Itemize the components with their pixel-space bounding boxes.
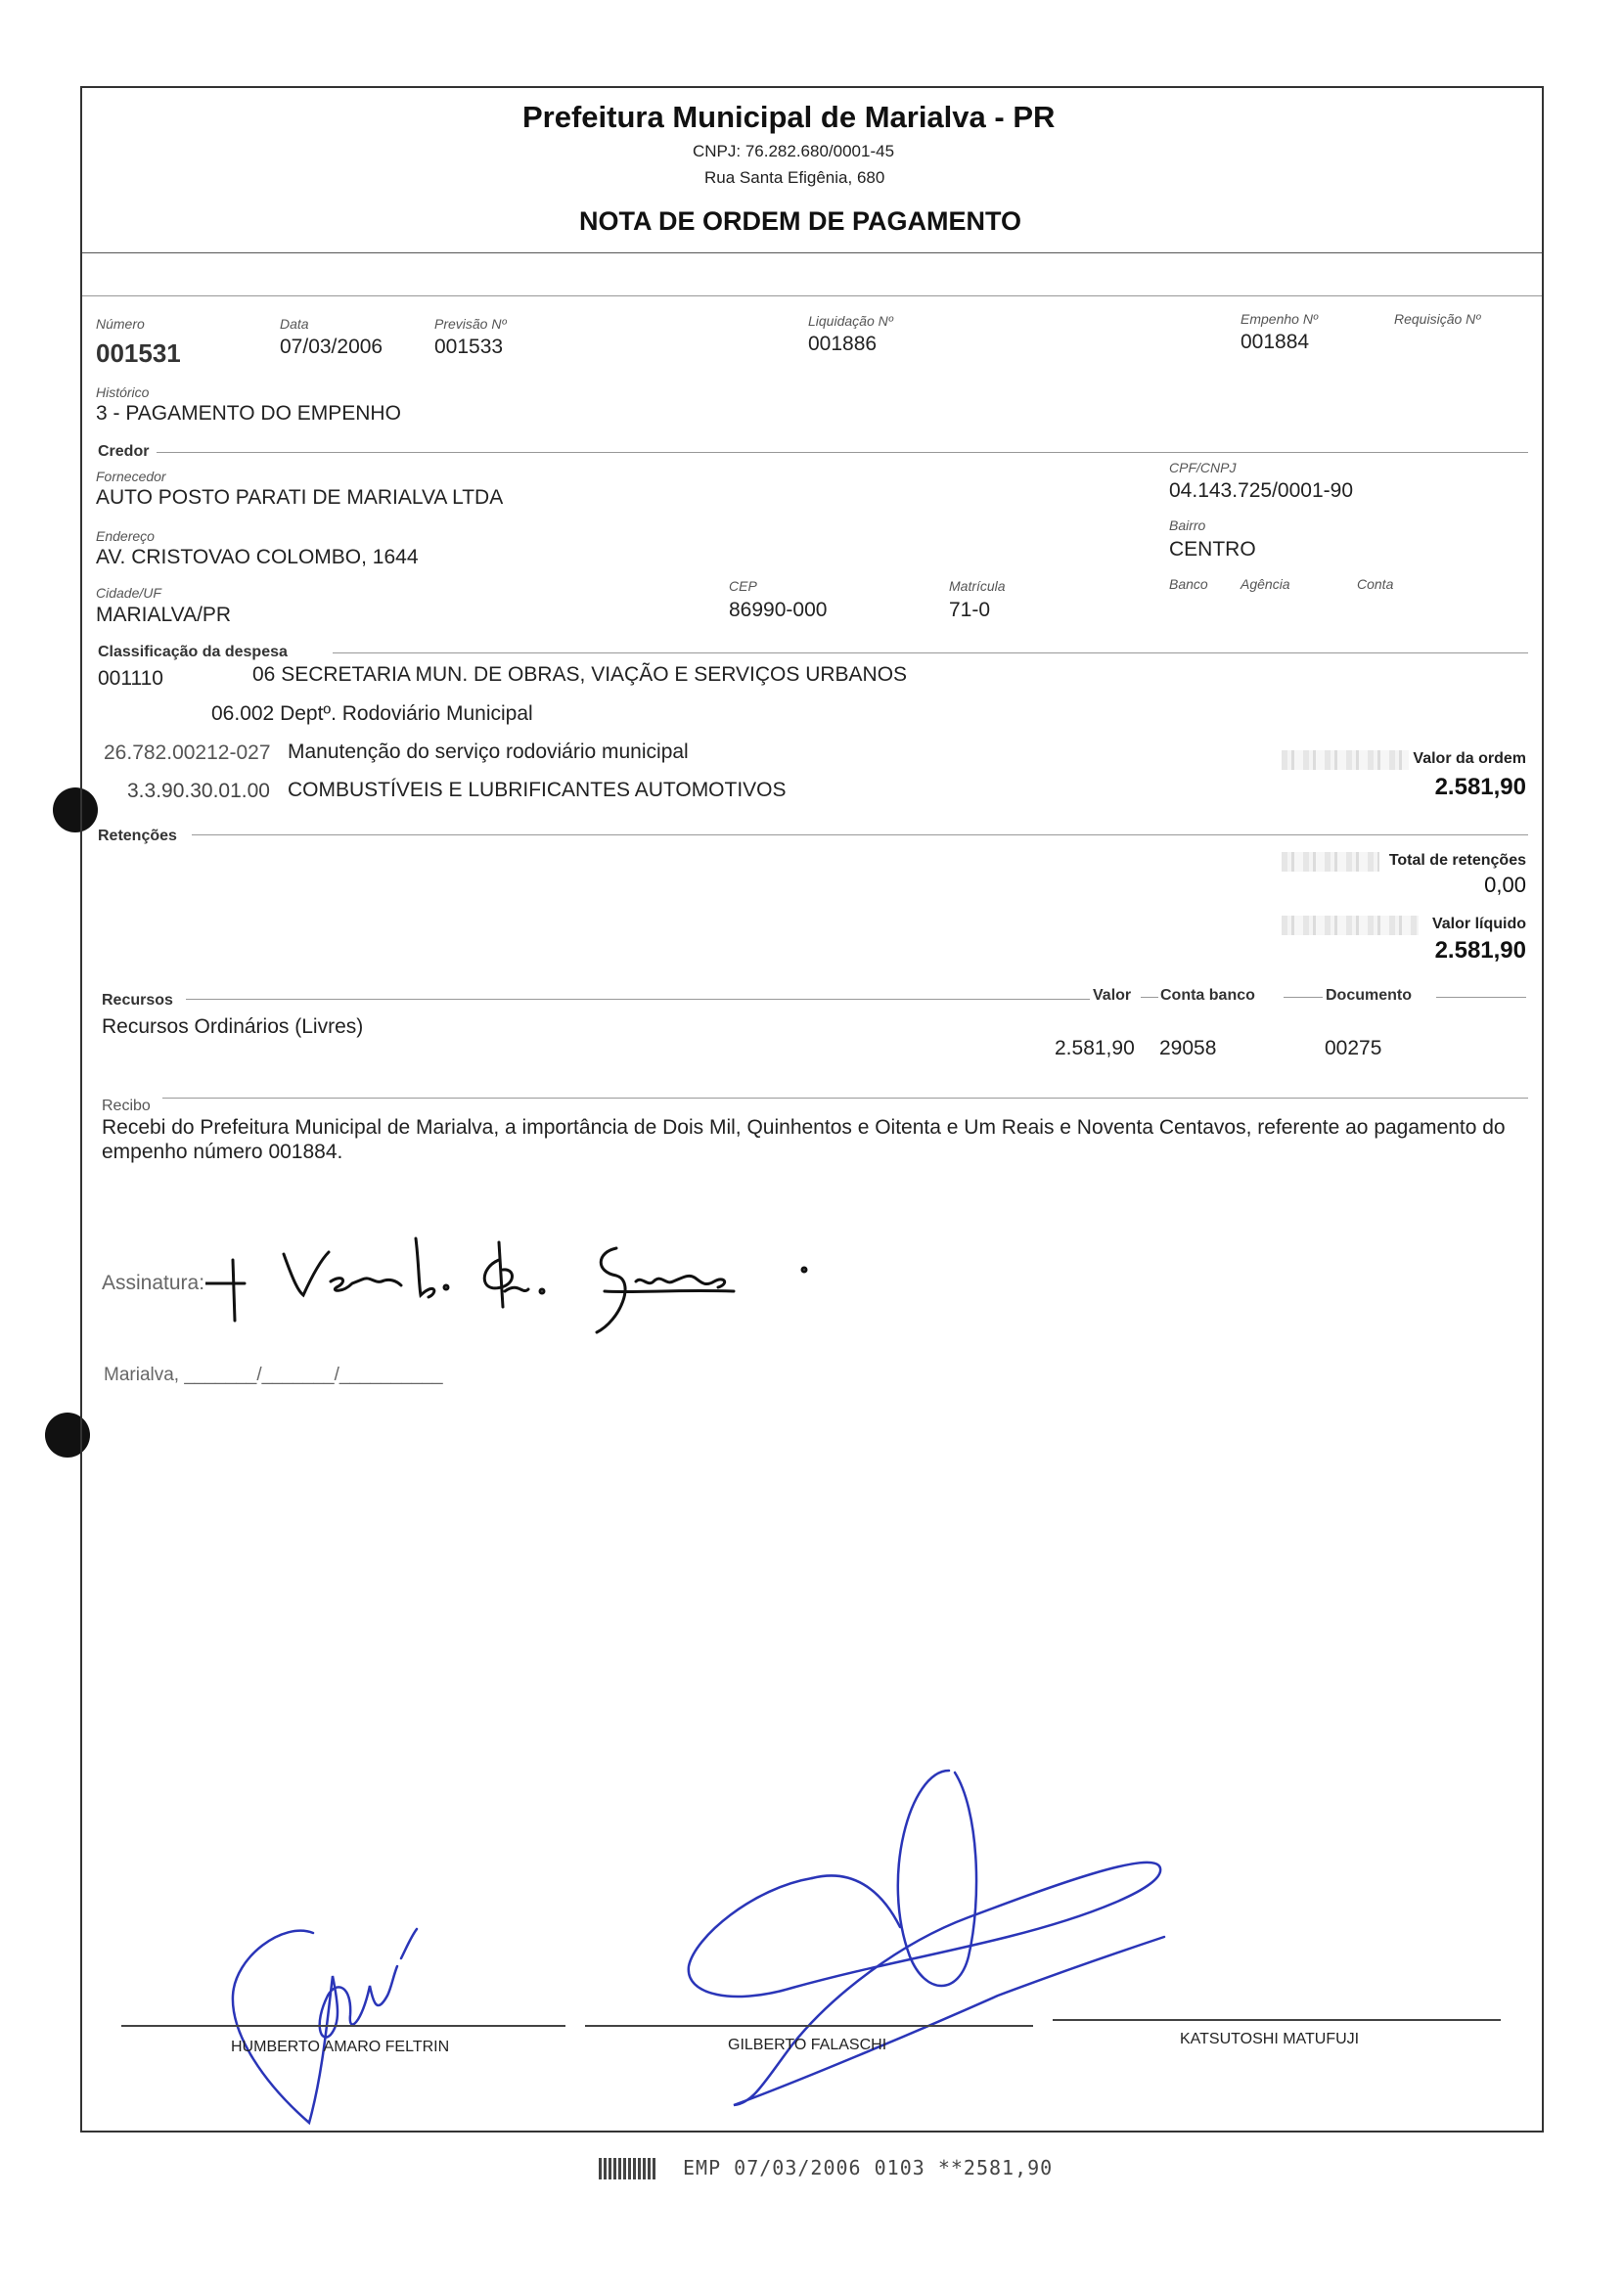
recursos-documento: 00275 xyxy=(1325,1037,1382,1059)
banco-label: Banco xyxy=(1169,576,1208,592)
recursos-valor-label: Valor xyxy=(1093,987,1132,1004)
local-date-line: Marialva, _______/_______/__________ xyxy=(104,1365,443,1385)
conta-label: Conta xyxy=(1357,576,1394,592)
valor-ordem-value: 2.581,90 xyxy=(1434,774,1526,800)
cep-label: CEP xyxy=(729,578,757,594)
empenho-label: Empenho Nº xyxy=(1241,311,1319,327)
funcional-code: 26.782.00212-027 xyxy=(104,741,271,764)
liquido-pattern xyxy=(1282,916,1419,935)
recursos-conta-label: Conta banco xyxy=(1160,987,1255,1004)
previsao-value: 001533 xyxy=(434,336,504,358)
numero-value: 001531 xyxy=(96,338,181,368)
liquidacao-label: Liquidação Nº xyxy=(808,313,893,329)
agencia-label: Agência xyxy=(1241,576,1290,592)
cep-value: 86990-000 xyxy=(729,599,828,621)
credor-section: Credor xyxy=(98,443,150,460)
endereco-value: AV. CRISTOVAO COLOMBO, 1644 xyxy=(96,546,419,568)
data-value: 07/03/2006 xyxy=(280,336,383,358)
recipient-signature xyxy=(205,1213,832,1340)
valor-ordem-pattern xyxy=(1282,750,1409,770)
valor-liquido-label: Valor líquido xyxy=(1431,916,1526,932)
liquidacao-value: 001886 xyxy=(808,333,878,355)
historico-value: 3 - PAGAMENTO DO EMPENHO xyxy=(96,402,401,425)
valor-ordem-label: Valor da ordem xyxy=(1413,750,1526,767)
header-cnpj: CNPJ: 76.282.680/0001-45 xyxy=(693,142,895,160)
cidade-value: MARIALVA/PR xyxy=(96,604,232,626)
recursos-divider-a xyxy=(186,999,1090,1000)
numero-label: Número xyxy=(96,316,145,332)
stamp-mark xyxy=(599,2158,657,2179)
header-title: Prefeitura Municipal de Marialva - PR xyxy=(522,100,1056,134)
recibo-text: Recebi do Prefeitura Municipal de Marialva, a importância de Dois Mil, Quinhentos e Oitenta e Um Reais e Noventa Centavos, referente ao pagamento do empenho número 001884. xyxy=(102,1116,1506,1163)
signature-line-2 xyxy=(585,2025,1033,2027)
signature-name-3: KATSUTOSHI MATUFUJI xyxy=(1180,2031,1360,2047)
recursos-documento-label: Documento xyxy=(1326,987,1412,1004)
bairro-label: Bairro xyxy=(1169,517,1206,533)
matricula-value: 71-0 xyxy=(949,599,991,621)
bairro-value: CENTRO xyxy=(1169,538,1256,561)
signature-line-3 xyxy=(1053,2019,1501,2021)
data-label: Data xyxy=(280,316,309,332)
classificacao-divider xyxy=(333,652,1528,653)
cpf-label: CPF/CNPJ xyxy=(1169,460,1237,475)
cidade-label: Cidade/UF xyxy=(96,585,161,601)
recursos-conta: 29058 xyxy=(1159,1037,1217,1059)
signature-name-1: HUMBERTO AMARO FELTRIN xyxy=(231,2039,450,2055)
signature-name-2: GILBERTO FALASCHI xyxy=(728,2037,887,2053)
natureza-desc: COMBUSTÍVEIS E LUBRIFICANTES AUTOMOTIVOS xyxy=(288,779,787,801)
classificacao-section: Classificação da despesa xyxy=(98,644,288,660)
natureza-code: 3.3.90.30.01.00 xyxy=(127,780,270,802)
recursos-valor: 2.581,90 xyxy=(1055,1037,1135,1059)
signature-1-scribble xyxy=(215,1908,470,2133)
requisicao-label: Requisição Nº xyxy=(1394,311,1481,327)
previsao-label: Previsão Nº xyxy=(434,316,507,332)
top-divider xyxy=(82,295,1542,296)
doc-title: NOTA DE ORDEM DE PAGAMENTO xyxy=(579,206,1022,236)
funcional-desc: Manutenção do serviço rodoviário municipal xyxy=(288,741,689,763)
retencoes-pattern xyxy=(1282,852,1379,872)
recursos-divider-b xyxy=(1141,997,1158,998)
fornecedor-value: AUTO POSTO PARATI DE MARIALVA LTDA xyxy=(96,486,504,509)
recursos-section: Recursos xyxy=(102,992,173,1009)
assinatura-label: Assinatura: xyxy=(102,1272,205,1294)
signature-2-scribble xyxy=(675,1761,1184,2123)
recibo-section: Recibo xyxy=(102,1098,151,1114)
recibo-divider xyxy=(162,1098,1528,1099)
classificacao-orgao: 06 SECRETARIA MUN. DE OBRAS, VIAÇÃO E SERVIÇOS URBANOS xyxy=(252,663,908,686)
recursos-divider-d xyxy=(1436,997,1526,998)
header-divider xyxy=(82,252,1542,253)
recursos-divider-c xyxy=(1284,997,1323,998)
credor-divider xyxy=(157,452,1528,453)
fornecedor-label: Fornecedor xyxy=(96,469,166,484)
empenho-value: 001884 xyxy=(1241,331,1310,353)
total-retencoes-value: 0,00 xyxy=(1484,873,1526,897)
retencoes-divider xyxy=(192,834,1528,835)
cpf-value: 04.143.725/0001-90 xyxy=(1169,479,1354,502)
signature-line-1 xyxy=(121,2025,565,2027)
historico-label: Histórico xyxy=(96,384,150,400)
total-retencoes-label: Total de retenções xyxy=(1388,852,1526,869)
header-address: Rua Santa Efigênia, 680 xyxy=(704,168,885,187)
stamp-text: EMP 07/03/2006 0103 **2581,90 xyxy=(683,2156,1054,2179)
classificacao-code: 001110 xyxy=(98,667,163,690)
retencoes-section: Retenções xyxy=(98,828,177,844)
valor-liquido-value: 2.581,90 xyxy=(1434,937,1526,964)
matricula-label: Matrícula xyxy=(949,578,1006,594)
classificacao-unidade: 06.002 Deptº. Rodoviário Municipal xyxy=(211,702,533,725)
endereco-label: Endereço xyxy=(96,528,155,544)
recursos-fonte: Recursos Ordinários (Livres) xyxy=(102,1015,364,1038)
